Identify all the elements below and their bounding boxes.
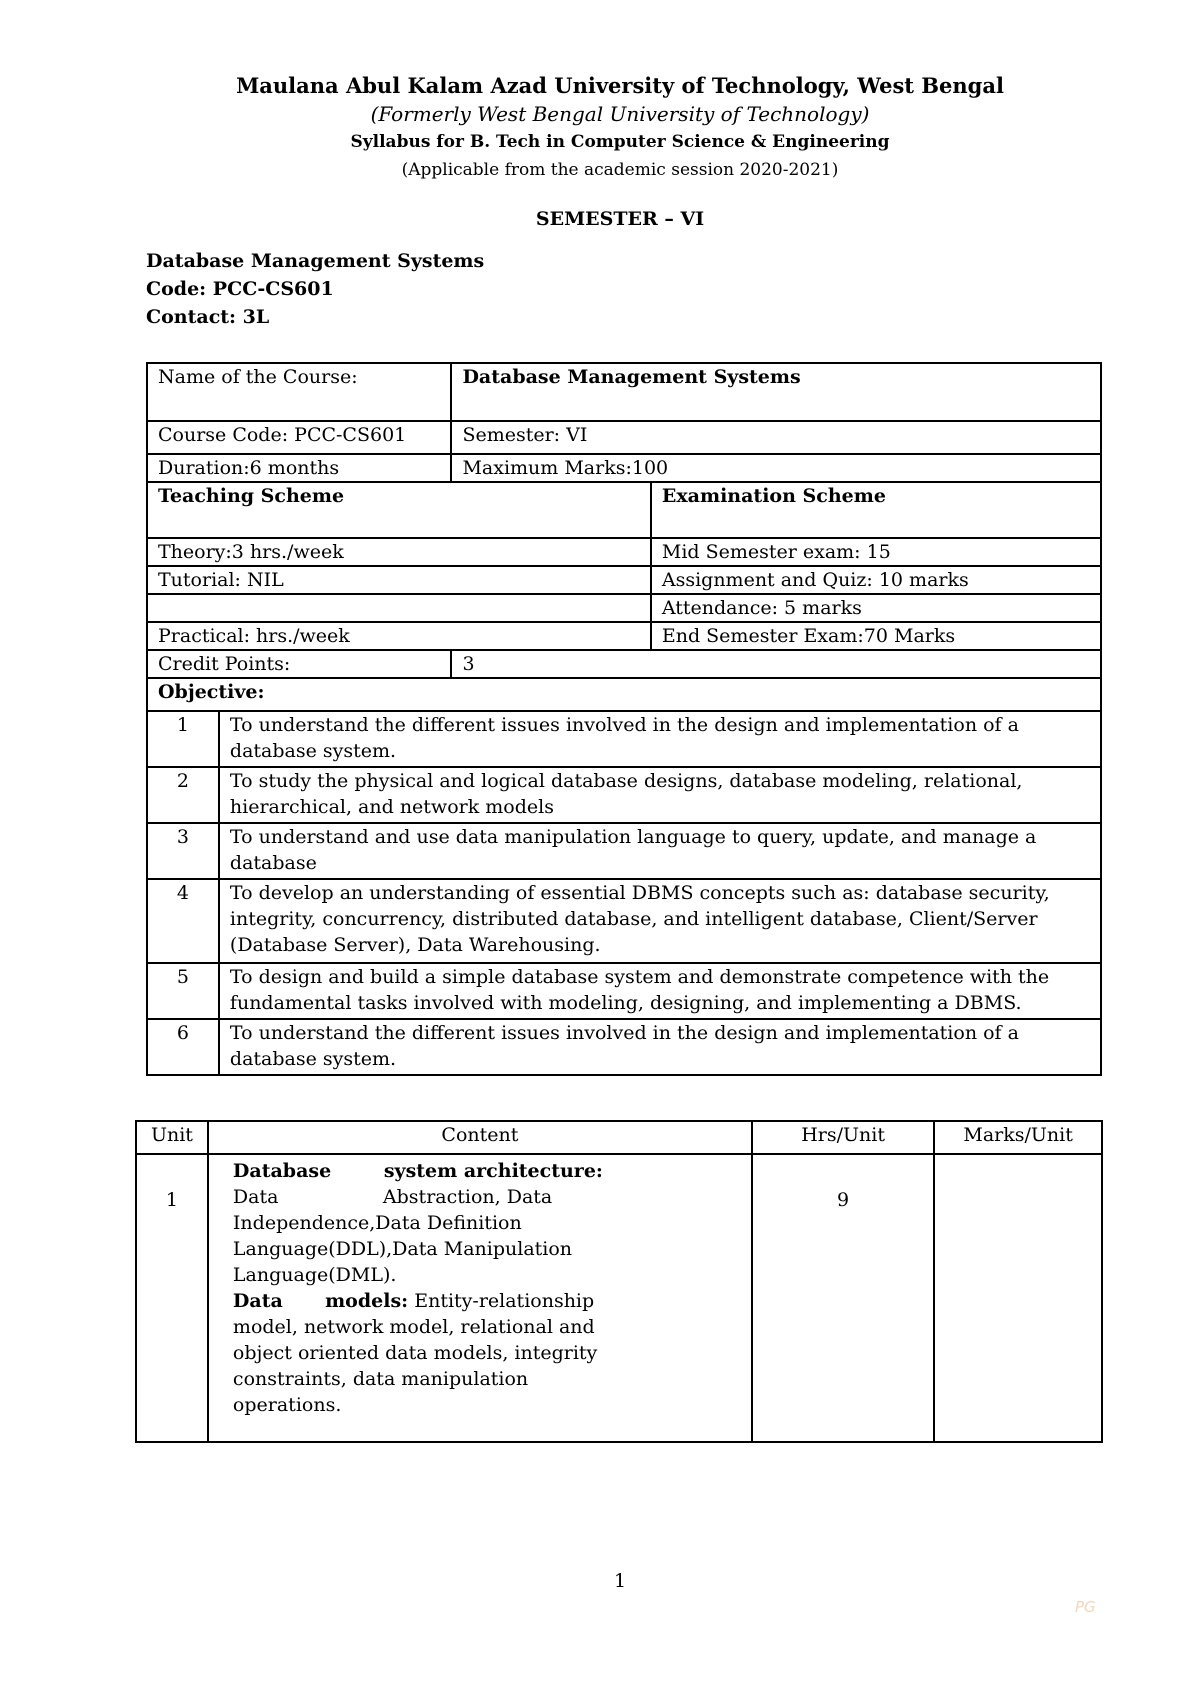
table-row <box>147 482 1101 538</box>
objective-row <box>147 767 1101 823</box>
semester-label: Semester: VI <box>451 421 1101 454</box>
tutorial: Tutorial: NIL <box>147 566 651 594</box>
table-row <box>136 1154 1102 1442</box>
objective-row <box>147 823 1101 879</box>
marks-value <box>934 1154 1102 1442</box>
objective-text: To develop an understanding of essential DBMS concepts such as: database security, integrity, concurrency, distributed database, and intelligent database, Client/Server (Database Server), Data Warehousing. <box>219 879 1101 963</box>
objective-text: To understand the different issues involved in the design and implementation of a database system. <box>219 1019 1101 1075</box>
empty-cell <box>147 594 651 622</box>
credit-points-label: Credit Points: <box>147 650 451 678</box>
objective-text: To study the physical and logical database designs, database modeling, relational, hierarchical, and network models <box>219 767 1101 823</box>
practical-hours: Practical: hrs./week <box>147 622 651 650</box>
university-name: Maulana Abul Kalam Azad University of Technology, West Bengal <box>236 73 1004 98</box>
semester-heading: SEMESTER – VI <box>535 208 705 230</box>
teaching-scheme-heading: Teaching Scheme <box>147 482 651 538</box>
duration-label: Duration:6 months <box>147 454 451 482</box>
course-contact: Contact: 3L <box>146 306 270 328</box>
applicable-session: (Applicable from the academic session 2020-2021) <box>401 160 839 180</box>
theory-hours: Theory:3 hrs./week <box>147 538 651 566</box>
unit-content <box>208 1154 752 1442</box>
objective-number: 1 <box>147 711 219 767</box>
marks-header: Marks/Unit <box>934 1121 1102 1154</box>
content-heading <box>233 1158 603 1184</box>
syllabus-title: Syllabus for B. Tech in Computer Science & Engineering <box>350 132 890 152</box>
objective-number: 2 <box>147 767 219 823</box>
course-title: Database Management Systems <box>146 250 485 272</box>
attendance: Attendance: 5 marks <box>651 594 1101 622</box>
objective-number: 5 <box>147 963 219 1019</box>
course-name-value: Database Management Systems <box>451 363 1101 421</box>
table-header-row <box>136 1121 1102 1154</box>
content-models <box>233 1288 613 1418</box>
assignment-quiz: Assignment and Quiz: 10 marks <box>651 566 1101 594</box>
course-code-label: Course Code: PCC-CS601 <box>147 421 451 454</box>
objective-row <box>147 1019 1101 1075</box>
table-row <box>147 363 1101 421</box>
content-heading-b: system architecture: <box>383 1160 603 1182</box>
table-row <box>147 454 1101 482</box>
objective-heading: Objective: <box>147 678 1101 711</box>
end-semester-exam: End Semester Exam:70 Marks <box>651 622 1101 650</box>
table-row <box>147 594 1101 622</box>
models-label-2: models: <box>325 1290 409 1312</box>
content-line-a: Data <box>232 1186 279 1208</box>
course-code: Code: PCC-CS601 <box>146 278 334 300</box>
formerly-name: (Formerly West Bengal University of Technology) <box>370 102 870 126</box>
table-row <box>147 650 1101 678</box>
course-name-label: Name of the Course: <box>147 363 451 421</box>
content-header: Content <box>208 1121 752 1154</box>
objective-row <box>147 711 1101 767</box>
examination-scheme-heading: Examination Scheme <box>651 482 1101 538</box>
table-row <box>147 622 1101 650</box>
unit-number: 1 <box>136 1154 208 1442</box>
hrs-value: 9 <box>752 1154 934 1442</box>
content-heading-a: Database <box>232 1160 332 1182</box>
content-body: Independence,Data Definition Language(DDL),Data Manipulation Language(DML). <box>232 1212 573 1286</box>
objective-number: 4 <box>147 879 219 963</box>
table-row <box>147 566 1101 594</box>
credit-points-value: 3 <box>451 650 1101 678</box>
table-row <box>147 678 1101 711</box>
unit-header: Unit <box>136 1121 208 1154</box>
content-line <box>233 1184 603 1210</box>
models-text: Entity-relationship model, network model, relational and object oriented data models, integrity constraints, data manipulation operations. <box>232 1290 598 1416</box>
objective-row <box>147 879 1101 963</box>
table-row <box>147 538 1101 566</box>
document-header <box>0 72 1200 184</box>
objective-row <box>147 963 1101 1019</box>
objective-text: To understand and use data manipulation language to query, update, and manage a database <box>219 823 1101 879</box>
mid-semester-exam: Mid Semester exam: 15 <box>651 538 1101 566</box>
course-info-table <box>146 362 1102 1076</box>
objective-number: 6 <box>147 1019 219 1075</box>
content-line-b: Abstraction, Data <box>382 1186 553 1208</box>
models-label: Data <box>232 1290 283 1312</box>
objective-text: To design and build a simple database system and demonstrate competence with the fundamental tasks involved with modeling, designing, and implementing a DBMS. <box>219 963 1101 1019</box>
max-marks-label: Maximum Marks:100 <box>451 454 1101 482</box>
unit-table <box>135 1120 1103 1443</box>
table-row <box>147 421 1101 454</box>
objective-text: To understand the different issues involved in the design and implementation of a database system. <box>219 711 1101 767</box>
watermark: PG <box>1075 1598 1096 1616</box>
objective-number: 3 <box>147 823 219 879</box>
page-number: 1 <box>613 1570 627 1592</box>
hrs-header: Hrs/Unit <box>752 1121 934 1154</box>
course-summary <box>146 247 484 331</box>
